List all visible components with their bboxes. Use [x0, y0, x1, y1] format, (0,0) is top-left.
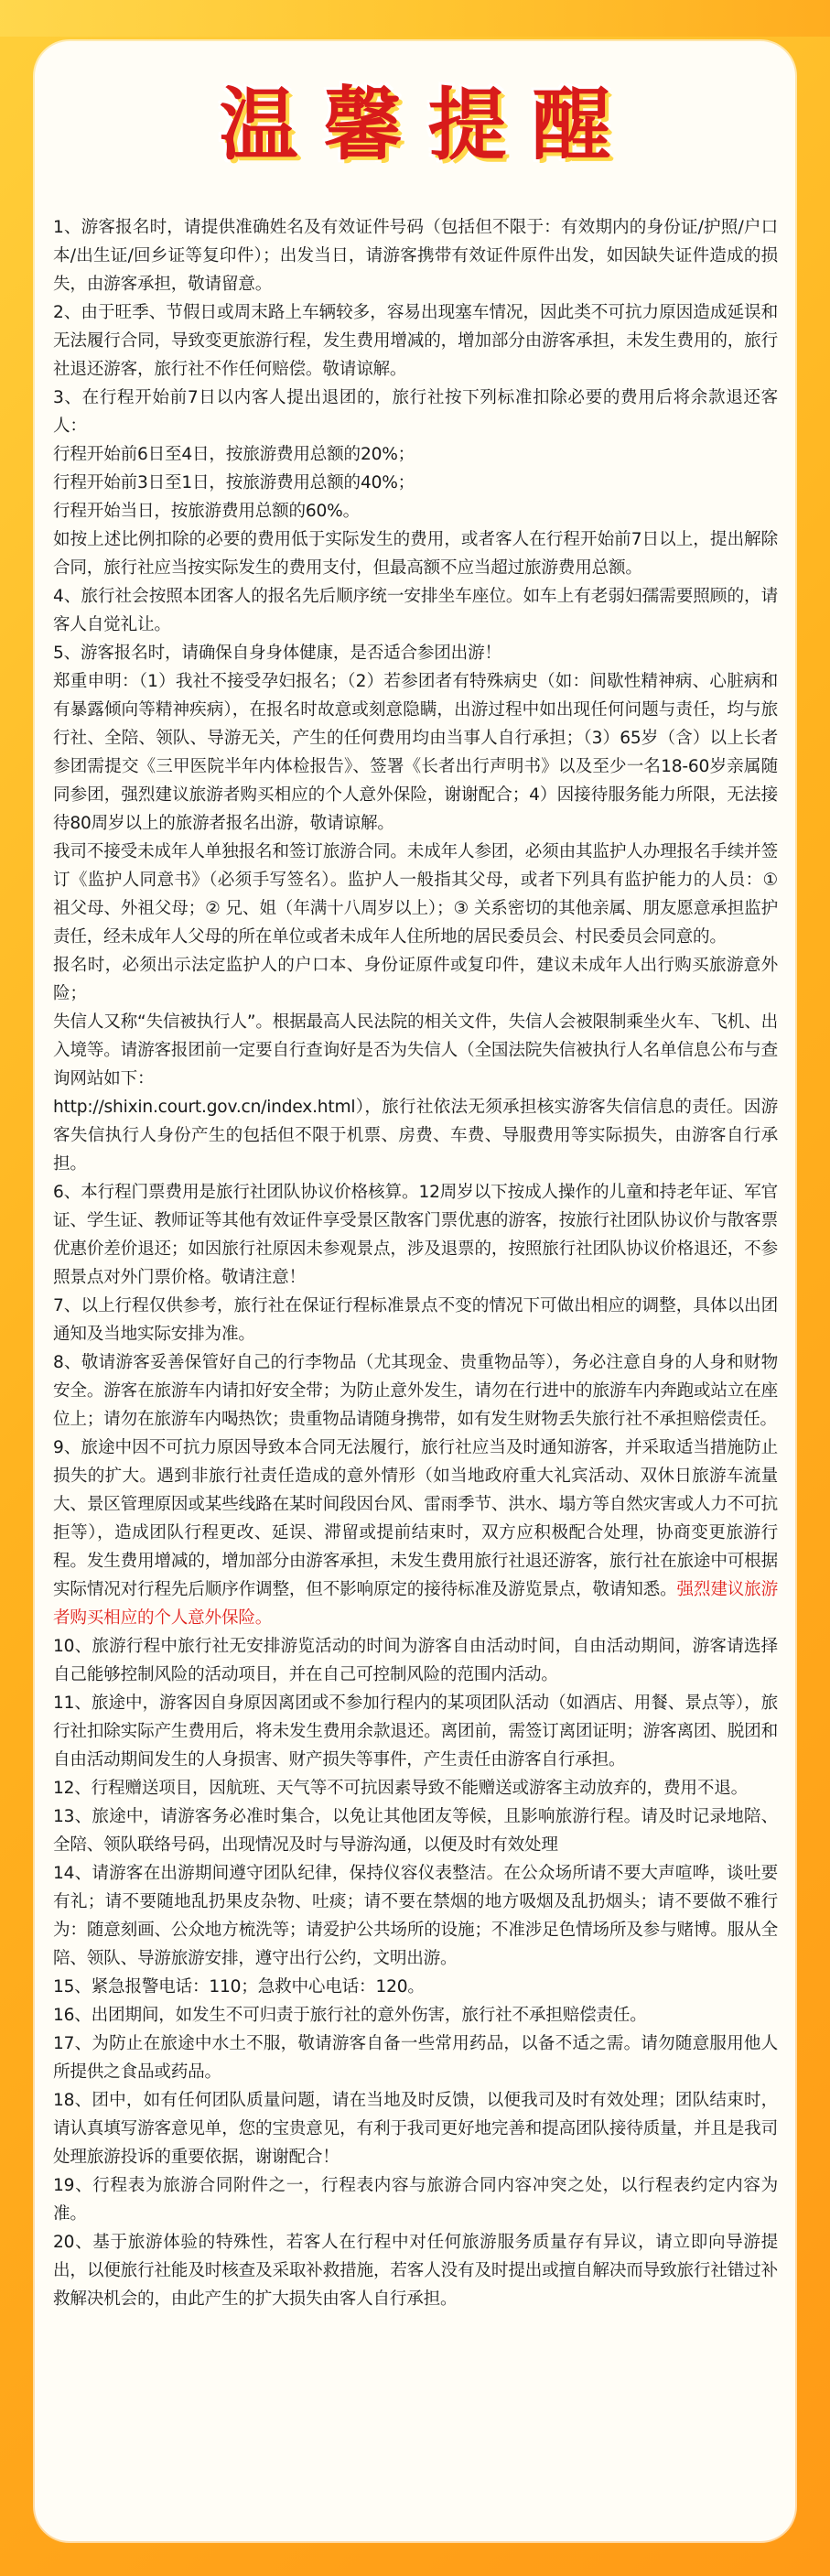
- paragraph-with-highlight: [53, 1434, 778, 1632]
- paragraph: 10、旅游行程中旅行社无安排游览活动的时间为游客自由活动时间，自由活动期间，游客请选择自己能够控制风险的活动项目，并在自己可控制风险的范围内活动。: [53, 1637, 778, 1684]
- paragraph: 行程开始前3日至1日，按旅游费用总额的40%；: [53, 473, 415, 492]
- paragraph: 7、以上行程仅供参考，旅行社在保证行程标准景点不变的情况下可做出相应的调整，具体以出团通知及当地实际安排为准。: [53, 1296, 778, 1344]
- insurance-highlight: 强烈建议旅游者购买相应的个人意外保险。: [53, 1580, 778, 1628]
- top-decoration-band: [0, 0, 830, 37]
- paragraph: 3、在行程开始前7日以内客人提出退团的，旅行社按下列标准扣除必要的费用后将余款退还客人：: [53, 388, 778, 436]
- paragraph: 1、游客报名时，请提供准确姓名及有效证件号码（包括但不限于：有效期内的身份证/护照/户口本/出生证/回乡证等复印件）；出发当日，请游客携带有效证件原件出发，如因缺失证件造成的损失，由游客承担，敬请留意。: [53, 218, 778, 294]
- paragraph: 16、出团期间，如发生不可归责于旅行社的意外伤害，旅行社不承担赔偿责任。: [53, 2006, 647, 2025]
- paragraph: 失信人又称“失信被执行人”。根据最高人民法院的相关文件，失信人会被限制乘坐火车、飞机、出入境等。请游客报团前一定要自行查询好是否为失信人（全国法院失信被执行人名单信息公布与查询网站如下：: [53, 1012, 778, 1088]
- paragraph: 5、游客报名时，请确保自身身体健康，是否适合参团出游！: [53, 644, 501, 663]
- paragraph: 17、为防止在旅途中水土不服，敬请游客自备一些常用药品，以备不适之需。请勿随意服用他人所提供之食品或药品。: [53, 2034, 778, 2082]
- paragraph: 行程开始当日，按旅游费用总额的60%。: [53, 502, 361, 521]
- paragraph: 11、旅途中，游客因自身原因离团或不参加行程内的某项团队活动（如酒店、用餐、景点等），旅行社扣除实际产生费用后，将未发生费用余款退还。离团前，需签订离团证明；游客离团、脱团和自由活动期间发生的人身损害、财产损失等事件，产生责任由游客自行承担。: [53, 1694, 778, 1770]
- paragraph: 报名时，必须出示法定监护人的户口本、身份证原件或复印件，建议未成年人出行购买旅游意外险；: [53, 956, 778, 1003]
- paragraph: 13、旅途中，请游客务必准时集合，以免让其他团友等候，且影响旅游行程。请及时记录地陪、全陪、领队联络号码，出现情况及时与导游沟通，以便及时有效处理: [53, 1807, 778, 1855]
- notice-content: [53, 213, 778, 2313]
- paragraph: 6、本行程门票费用是旅行社团队协议价格核算。12周岁以下按成人操作的儿童和持老年证、军官证、学生证、教师证等其他有效证件享受景区散客门票优惠的游客，按旅行社团队协议价与散客票优惠价差价退还；如因旅行社原因未参观景点，涉及退票的，按照旅行社团队协议价格退还，不参照景点对外门票价格。敬请注意！: [53, 1183, 778, 1287]
- paragraph: 行程开始前6日至4日，按旅游费用总额的20%；: [53, 445, 415, 464]
- paragraph: 12、行程赠送项目，因航班、天气等不可抗因素导致不能赠送或游客主动放弃的，费用不退。: [53, 1779, 749, 1798]
- paragraph: 2、由于旺季、节假日或周末路上车辆较多，容易出现塞车情况，因此类不可抗力原因造成延误和无法履行合同，导致变更旅游行程，发生费用增减的，增加部分由游客承担，未发生费用的，旅行社退还游客，旅行社不作任何赔偿。敬请谅解。: [53, 303, 778, 379]
- paragraph: 我司不接受未成年人单独报名和签订旅游合同。未成年人参团，必须由其监护人办理报名手续并签订《监护人同意书》（必须手写签名）。监护人一般指其父母，或者下列具有监护能力的人员：① 祖父母、外祖父母；② 兄、姐（年满十八周岁以上）；③ 关系密切的其他亲属、朋友愿意承担监护责任，经未成年人父母的所在单位或者未成年人住所地的居民委员会、村民委员会同意的。: [53, 842, 778, 947]
- page-title: 温馨提醒: [219, 80, 637, 171]
- paragraph: 20、基于旅游体验的特殊性，若客人在行程中对任何旅游服务质量存有异议，请立即向导游提出，以便旅行社能及时核查及采取补救措施，若客人没有及时提出或擅自解决而导致旅行社错过补救解决机会的，由此产生的扩大损失由客人自行承担。: [53, 2233, 778, 2309]
- paragraph: 19、行程表为旅游合同附件之一，行程表内容与旅游合同内容冲突之处，以行程表约定内容为准。: [53, 2176, 778, 2224]
- paragraph: 4、旅行社会按照本团客人的报名先后顺序统一安排坐车座位。如车上有老弱妇孺需要照顾的，请客人自觉礼让。: [53, 587, 778, 634]
- paragraph: 14、请游客在出游期间遵守团队纪律，保持仪容仪表整洁。在公众场所请不要大声喧哗，谈吐要有礼；请不要随地乱扔果皮杂物、吐痰；请不要在禁烟的地方吸烟及乱扔烟头；请不要做不雅行为：随意刻画、公众地方梳洗等；请爱护公共场所的设施；不准涉足色情场所及参与赌博。服从全陪、领队、导游旅游安排，遵守出行公约，文明出游。: [53, 1864, 778, 1968]
- paragraph: 15、紧急报警电话：110；急救中心电话：120。: [53, 1977, 425, 1997]
- paragraph-text: 9、旅途中因不可抗力原因导致本合同无法履行，旅行社应当及时通知游客，并采取适当措施防止损失的扩大。遇到非旅行社责任造成的意外情形（如当地政府重大礼宾活动、双休日旅游车流量大、景区管理原因或某些线路在某时间段因台风、雷雨季节、洪水、塌方等自然灾害或人力不可抗拒等），造成团队行程更改、延误、滞留或提前结束时，双方应积极配合处理，协商变更旅游行程。发生费用增减的，增加部分由游客承担，未发生费用旅行社退还游客，旅行社在旅途中可根据实际情况对行程先后顺序作调整，但不影响原定的接待标准及游览景点，敬请知悉。: [53, 1438, 778, 1599]
- paragraph: 18、团中，如有任何团队质量问题，请在当地及时反馈，以便我司及时有效处理；团队结束时，请认真填写游客意见单，您的宝贵意见，有利于我司更好地完善和提高团队接待质量，并且是我司处理旅游投诉的重要依据，谢谢配合！: [53, 2091, 778, 2167]
- paragraph: 8、敬请游客妥善保管好自己的行李物品（尤其现金、贵重物品等），务必注意自身的人身和财物安全。游客在旅游车内请扣好安全带；为防止意外发生，请勿在行进中的旅游车内奔跑或站立在座位上；请勿在旅游车内喝热饮；贵重物品请随身携带，如有发生财物丢失旅行社不承担赔偿责任。: [53, 1353, 778, 1429]
- paragraph: 郑重申明：（1）我社不接受孕妇报名；（2）若参团者有特殊病史（如：间歇性精神病、心脏病和有暴露倾向等精神疾病），在报名时故意或刻意隐瞒，出游过程中如出现任何问题与责任，均与旅行社、全陪、领队、导游无关，产生的任何费用均由当事人自行承担；（3）65岁（含）以上长者参团需提交《三甲医院半年内体检报告》、签署《长者出行声明书》以及至少一名18-60岁亲属随同参团，强烈建议旅游者购买相应的个人意外保险，谢谢配合；4）因接待服务能力所限，无法接待80周岁以上的旅游者报名出游，敬请谅解。: [53, 672, 778, 833]
- paragraph: 如按上述比例扣除的必要的费用低于实际发生的费用，或者客人在行程开始前7日以上，提出解除合同，旅行社应当按实际发生的费用支付，但最高额不应当超过旅游费用总额。: [53, 530, 778, 578]
- paragraph: http://shixin.court.gov.cn/index.html），旅行社依法无须承担核实游客失信信息的责任。因游客失信执行人身份产生的包括但不限于机票、房费、车费、导服费用等实际损失，由游客自行承担。: [53, 1098, 778, 1174]
- notice-card: [35, 41, 795, 2541]
